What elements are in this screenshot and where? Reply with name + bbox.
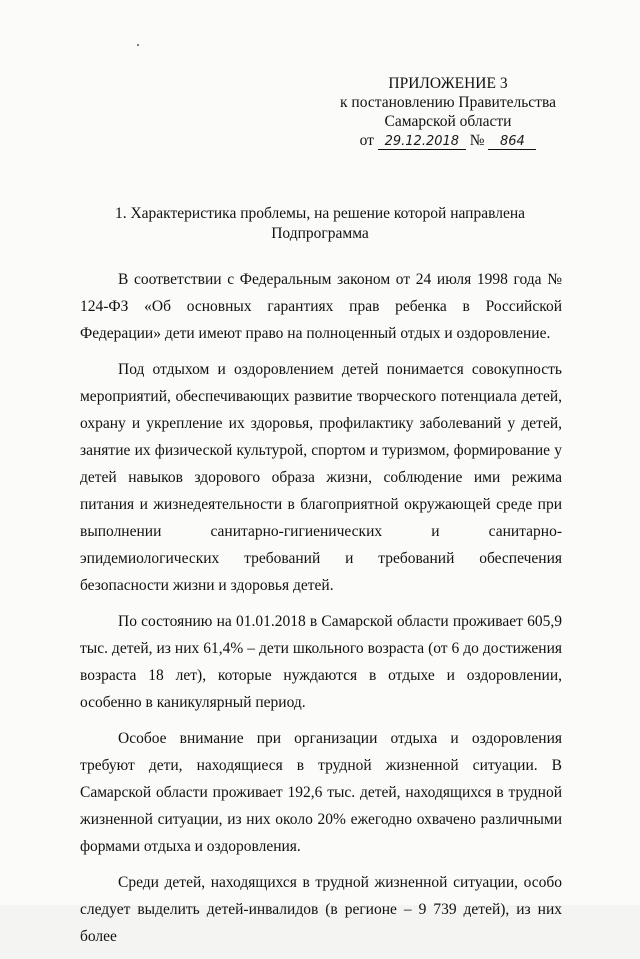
section-title <box>80 204 560 244</box>
scan-speck <box>137 44 139 46</box>
handwritten-number: 864 <box>488 134 536 150</box>
section-title-line-2: Подпрограмма <box>271 225 369 242</box>
appendix-line-2: Самарской области <box>384 113 512 130</box>
paragraph: По состоянию на 01.01.2018 в Самарской области проживает 605,9 тыс. детей, из них 61,4% – дети школьного возраста (от 6 до достижения возраста 18 лет), которые нуждаются в отдыхе и оздоровлении, особенно в каникулярный период. <box>80 613 562 711</box>
paragraph: Особое внимание при организации отдыха и оздоровления требуют дети, находящиеся в трудной жизненной ситуации. В Самарской области проживает 192,6 тыс. детей, находящихся в трудной жизненной ситуации, из них около 20% ежегодно охвачено различными формами отдыха и оздоровления. <box>80 730 562 855</box>
appendix-date-row <box>330 131 566 150</box>
paragraph: В соответствии с Федеральным законом от 24 июля 1998 года № 124-ФЗ «Об основных гарантиях прав ребенка в Российской Федерации» дети имеют право на полноценный отдых и оздоровление. <box>80 271 562 342</box>
paragraph: Среди детей, находящихся в трудной жизненной ситуации, особо следует выделить детей-инвалидов (в регионе – 9 739 детей), из них более <box>80 874 562 945</box>
date-prefix: от <box>359 132 374 149</box>
appendix-title: ПРИЛОЖЕНИЕ 3 <box>388 75 508 92</box>
number-prefix: № <box>469 132 485 149</box>
handwritten-date: 29.12.2018 <box>378 134 466 150</box>
appendix-line-1: к постановлению Правительства <box>340 94 556 111</box>
section-title-line-1: 1. Характеристика проблемы, на решение которой направлена <box>114 205 526 222</box>
appendix-header <box>330 74 566 150</box>
body-text <box>80 266 562 959</box>
paragraph: Под отдыхом и оздоровлением детей понимается совокупность мероприятий, обеспечивающих развитие творческого потенциала детей, охрану и укрепление их здоровья, профилактику заболеваний у детей, занятие их физической культурой, спортом и туризмом, формирование у детей навыков здорового образа жизни, соблюдение ими режима питания и жизнедеятельности в благоприятной окружающей среде при выполнении санитарно-гигиенических и санитарно-эпидемиологических требований и требований обеспечения безопасности жизни и здоровья детей. <box>80 361 562 594</box>
